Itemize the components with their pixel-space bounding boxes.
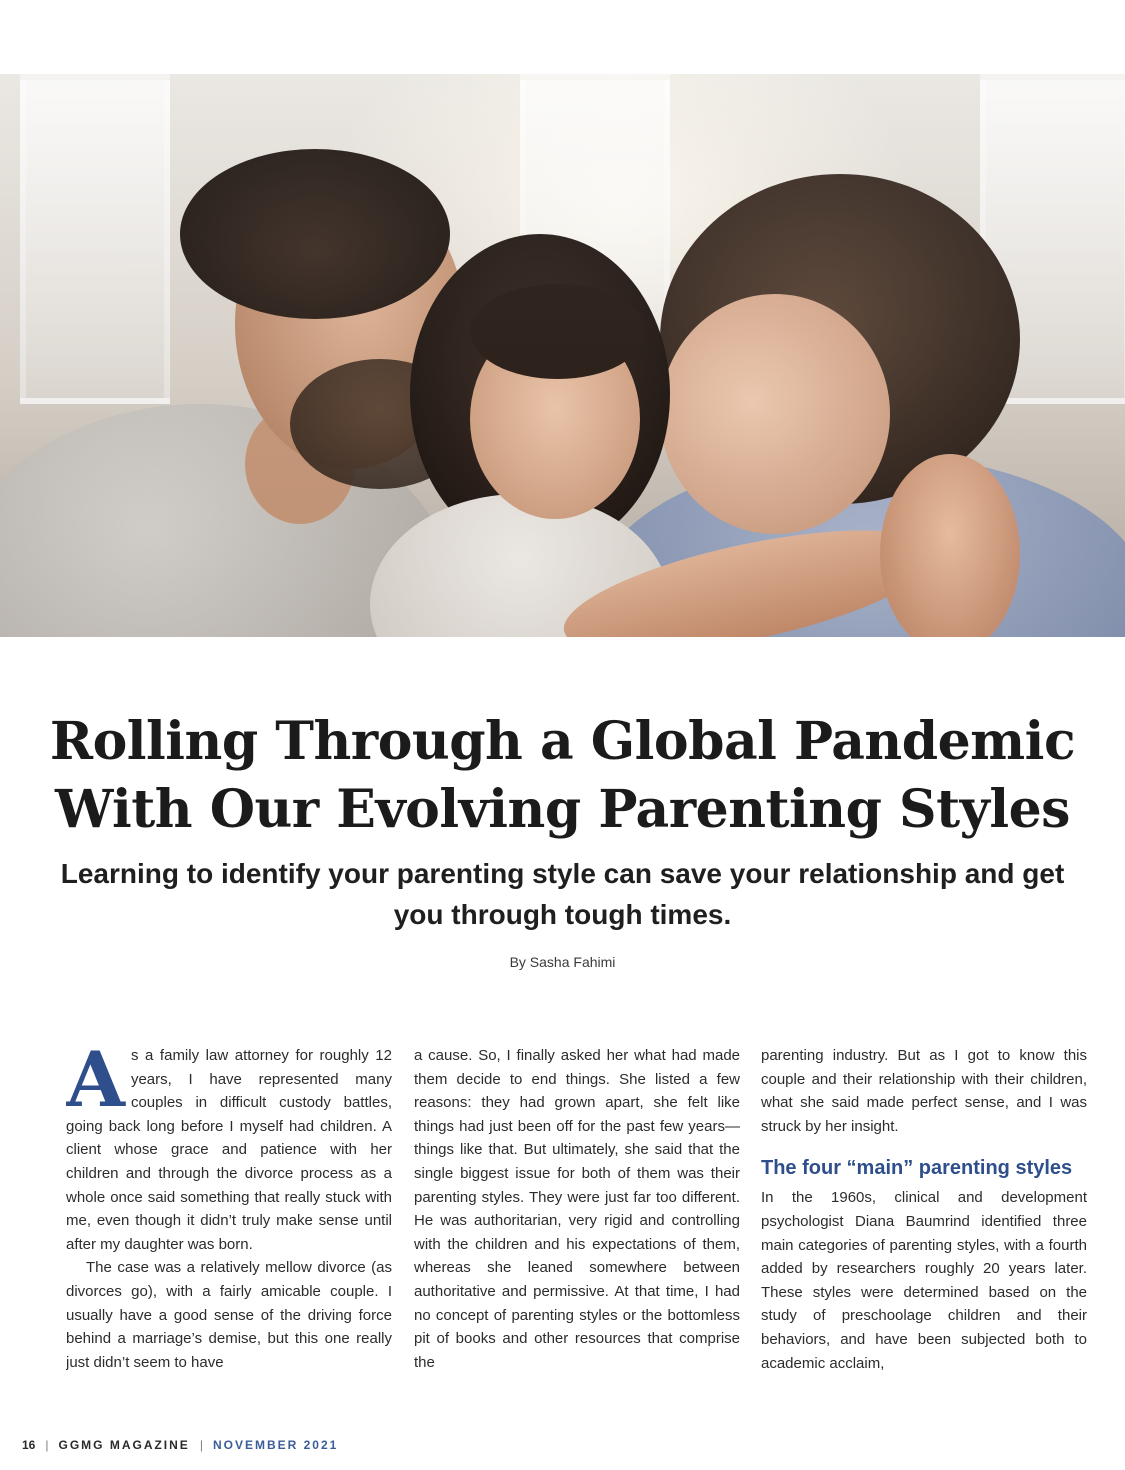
paragraph-2: The case was a relatively mellow divorce (as divorces go), with a fairly amicable couple. I usually have a good sense of the driving force behind a marriage’s demise, but this one really just didn’t seem to have — [66, 1259, 392, 1371]
article-title — [0, 708, 1125, 844]
body-column-1 — [66, 1044, 392, 1404]
paragraph-2-continued: a cause. So, I finally asked her what had made them decide to end things. She listed a few reasons: they had grown apart, she felt like things had just been off for the past few years—things like that. But ultimately, she said that the single biggest issue for both of them was their parenting styles. They were just far too different. He was authoritarian, very rigid and controlling with the children and his expectations of them, whereas she leaned somewhere between authoritative and permissive. At that time, I had no concept of parenting styles or the bottomless pit of books and other resources that comprise the — [414, 1047, 740, 1371]
body-column-3 — [761, 1044, 1087, 1404]
issue-date: NOVEMBER 2021 — [212, 1438, 339, 1452]
photo-shading — [0, 74, 1125, 637]
footer-divider: | — [199, 1438, 203, 1452]
footer-divider: | — [45, 1438, 49, 1452]
paragraph-1-text: s a family law attorney for roughly 12 years, I have represented many couples in difficult custody battles, going back long before I myself had children. A client whose grace and patience with her children and through the divorce process as a whole once said something that really stuck with me, even though it didn’t truly make sense until after my daughter was born. — [66, 1047, 392, 1253]
body-column-2 — [414, 1044, 740, 1404]
paragraph-1 — [66, 1044, 392, 1256]
title-line-2: With Our Evolving Parenting Styles — [55, 779, 1070, 840]
page-footer — [22, 1436, 338, 1454]
section-heading: The four “main” parenting styles — [761, 1157, 1073, 1180]
byline: By Sasha Fahimi — [509, 954, 616, 970]
hero-image — [0, 74, 1125, 637]
drop-cap: A — [66, 1044, 125, 1124]
page-number: 16 — [22, 1438, 36, 1452]
paragraph-3: In the 1960s, clinical and development psychologist Diana Baumrind identified three main categories of parenting styles, with a fourth added by researchers roughly 20 years later. These styles were determined based on the study of preschoolage children and their behaviors, and have been subjected both to academic acclaim, — [761, 1189, 1087, 1372]
paragraph-2-end: parenting industry. But as I got to know this couple and their relationship with their children, what she said made perfect sense, and I was struck by her insight. — [761, 1047, 1087, 1135]
magazine-name: GGMG MAGAZINE — [58, 1438, 190, 1452]
title-line-1: Rolling Through a Global Pandemic — [49, 711, 1076, 772]
article-subtitle: Learning to identify your parenting style can save your relationship and get you through tough times. — [60, 858, 1065, 930]
